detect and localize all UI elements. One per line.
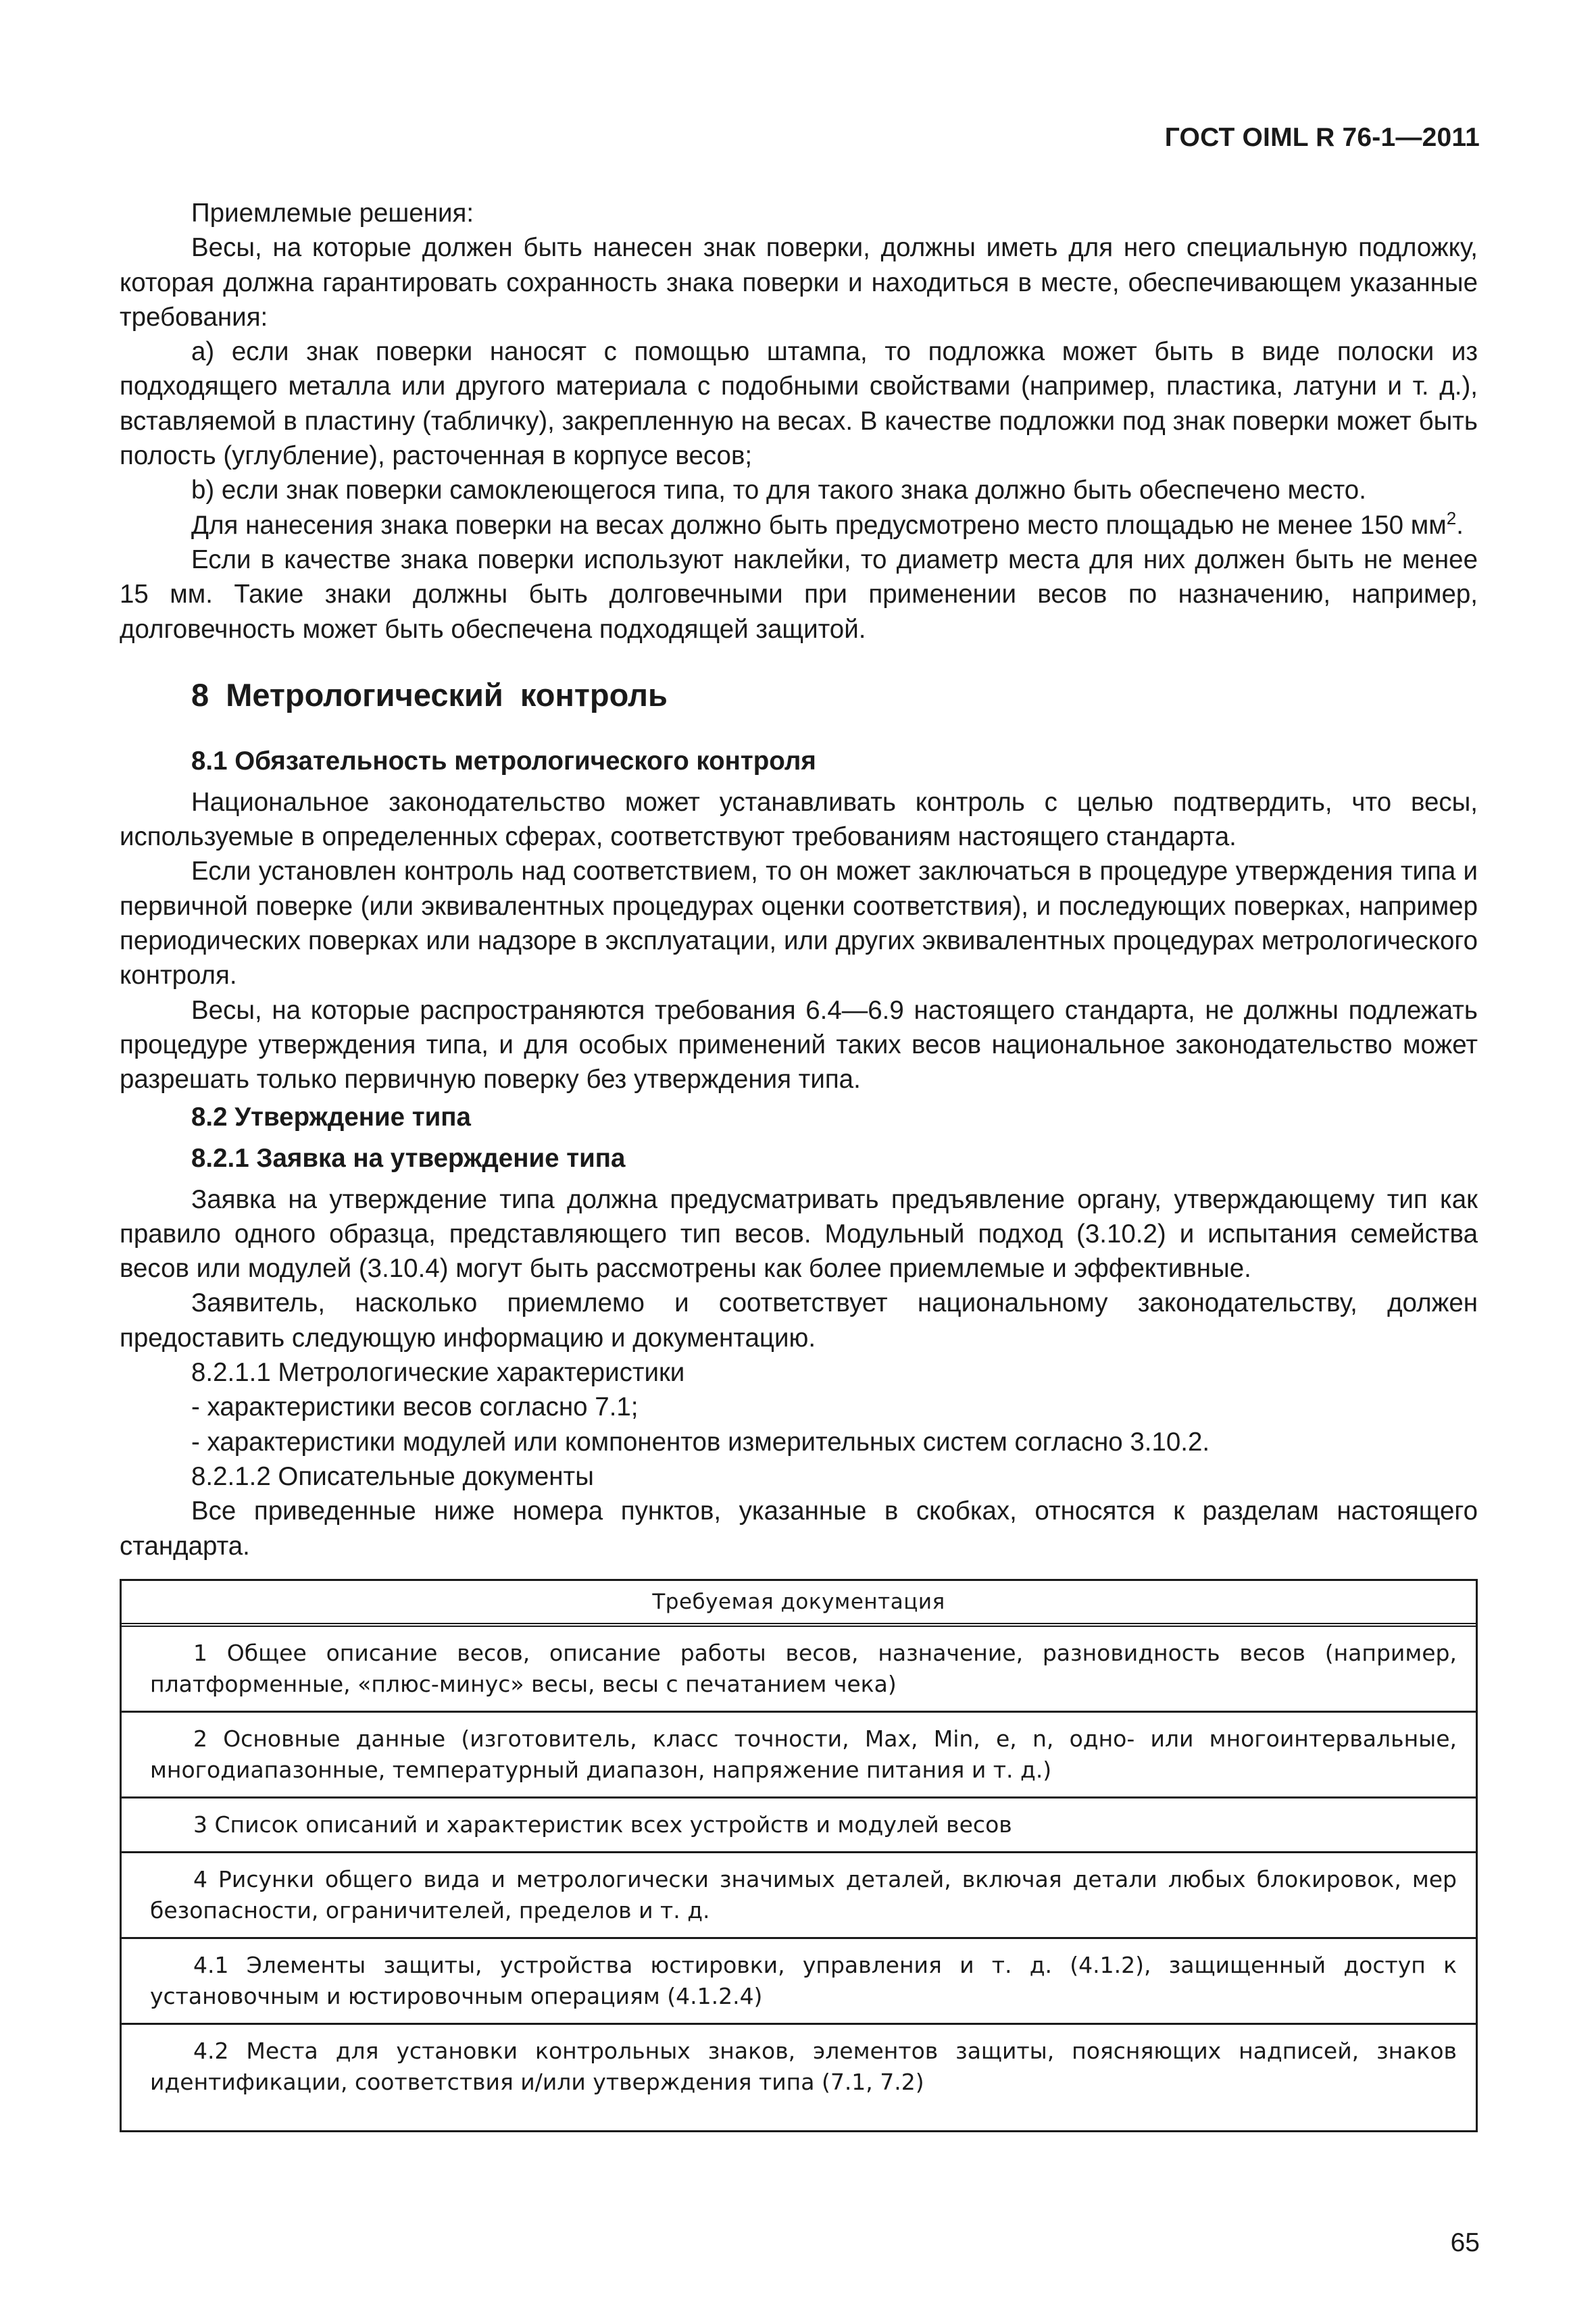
paragraph-stickers: Если в качестве знака поверки используют наклейки, то диаметр места для них должен быть не менее 15 мм. Такие знаки должны быть долговечными при применении весов по назначению, например, долговечность может быть обеспечена подходящей защитой. [120, 545, 1478, 644]
area-requirement-end: . [1456, 510, 1464, 540]
table-row: 1 Общее описание весов, описание работы весов, назначение, разновидность весов (например, платформенные, «плюс-минус» весы, весы с печатанием чека) [122, 1627, 1476, 1713]
table-row: 2 Основные данные (изготовитель, класс точности, Max, Min, e, n, одно- или многоинтервальные, многодиапазонные, температурный диапазон, напряжение питания и т. д.) [122, 1713, 1476, 1799]
required-documentation-table [120, 1579, 1478, 2132]
paragraph-area-requirement [120, 508, 1478, 543]
list-item-module-characteristics: - характеристики модулей или компонентов измерительных систем согласно 3.10.2. [191, 1427, 1210, 1457]
section-heading-8: 8 Метрологический контроль [191, 676, 668, 713]
paragraph-8-2-1-2: 8.2.1.2 Описательные документы [191, 1461, 594, 1491]
paragraph-national-legislation: Национальное законодательство может устанавливать контроль с целью подтвердить, что весы, используемые в определенных сферах, соответствуют требованиям настоящего стандарта. [120, 787, 1478, 852]
paragraph-application: Заявка на утверждение типа должна предусматривать предъявление органу, утверждающему тип как правило одного образца, представляющего тип весов. Модульный подход (3.10.2) и испытания семейства весов или модулей (3.10.4) могут быть рассмотрены как более приемлемые и эффективные. [120, 1184, 1478, 1284]
page-number: 65 [1450, 2228, 1480, 2257]
area-requirement-text: Для нанесения знака поверки на весах должно быть предусмотрено место площадью не менее 150 мм [191, 510, 1447, 540]
page-content [120, 196, 1478, 1563]
paragraph-item-b: b) если знак поверки самоклеющегося типа, то для такого знака должно быть обеспечено место. [191, 476, 1366, 505]
paragraph-8-2-1-1: 8.2.1.1 Метрологические характеристики [191, 1358, 685, 1388]
section-heading-8-2-1: 8.2.1 Заявка на утверждение типа [191, 1143, 626, 1173]
superscript-two: 2 [1446, 507, 1457, 528]
paragraph-item-a: a) если знак поверки наносят с помощью штампа, то подложка может быть в виде полоски из подходящего металла или другого материала с подобными свойствами (например, пластика, латуни и т. д.), вставляемой в пластину (табличку), закрепленную на весах. В качестве подложки под знак поверки может быть полость (углубление), расточенная в корпусе весов; [120, 337, 1478, 471]
paragraph-applicant: Заявитель, насколько приемлемо и соответствует национальному законодательству, должен предоставить следующую информацию и документацию. [120, 1288, 1478, 1353]
table-row: 4 Рисунки общего вида и метрологически значимых деталей, включая детали любых блокировок, мер безопасности, ограничителей, пределов и т. д. [122, 1853, 1476, 1939]
section-heading-8-1: 8.1 Обязательность метрологического контроля [191, 746, 816, 776]
section-heading-8-2: 8.2 Утверждение типа [191, 1102, 471, 1132]
paragraph-acceptable-solutions: Приемлемые решения: [191, 199, 474, 228]
paragraph-scales-stamp-base: Весы, на которые должен быть нанесен знак поверки, должны иметь для него специальную подложку, которая должна гарантировать сохранность знака поверки и находиться в месте, обеспечивающем указанные требования: [120, 233, 1478, 332]
table-row: 4.2 Места для установки контрольных знаков, элементов защиты, поясняющих надписей, знаков идентификации, соответствия и/или утверждения типа (7.1, 7.2) [150, 2038, 1457, 2095]
standard-code-header: ГОСТ OIML R 76-1—2011 [1164, 123, 1480, 152]
table-row: 4.1 Элементы защиты, устройства юстировки, управления и т. д. (4.1.2), защищенный доступ к установочным и юстировочным операциям (4.1.2.4) [122, 1939, 1476, 2025]
table-header: Требуемая документация [122, 1581, 1476, 1627]
paragraph-control-procedures: Если установлен контроль над соответствием, то он может заключаться в процедуре утверждения типа и первичной поверке (или эквивалентных процедурах оценки соответствия), и последующих поверках, например периодических поверках или надзоре в эксплуатации, или других эквивалентных процедурах метрологического контроля. [120, 857, 1478, 990]
list-item-scale-characteristics: - характеристики весов согласно 7.1; [191, 1392, 639, 1422]
table-row: 3 Список описаний и характеристик всех устройств и модулей весов [122, 1799, 1476, 1853]
paragraph-exempt-scales: Весы, на которые распространяются требования 6.4—6.9 настоящего стандарта, не должны подлежать процедуре утверждения типа, и для особых применений таких весов национальное законодательство может разрешать только первичную поверку без утверждения типа. [120, 995, 1478, 1095]
paragraph-item-numbers-note: Все приведенные ниже номера пунктов, указанные в скобках, относятся к разделам настоящего стандарта. [120, 1496, 1478, 1561]
